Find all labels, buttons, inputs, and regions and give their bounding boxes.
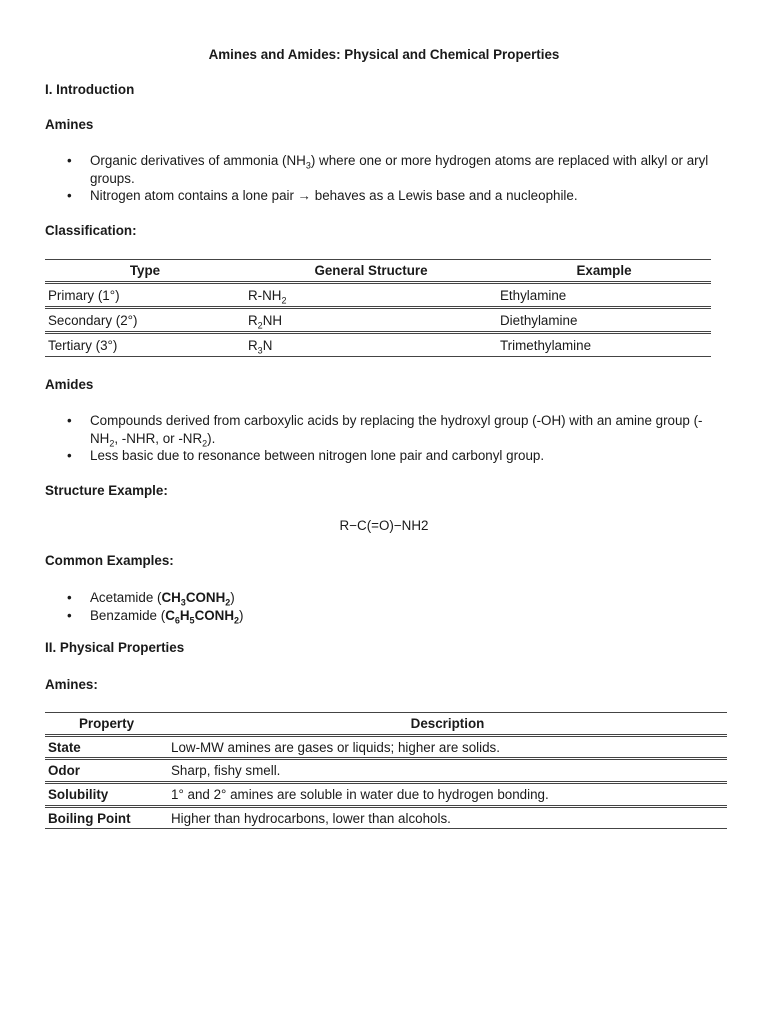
column-header-type: Type xyxy=(45,260,245,283)
table-row xyxy=(45,736,727,759)
amides-heading: Amides xyxy=(45,377,94,392)
amide-structure-formula: R−C(=O)−NH2 xyxy=(339,518,429,533)
bullet-text: Organic derivatives of ammonia (NH xyxy=(90,153,306,168)
list-item xyxy=(45,187,735,205)
cell-description: 1° and 2° amines are soluble in water due to hydrogen bonding. xyxy=(168,783,727,807)
common-examples-heading: Common Examples: xyxy=(45,553,174,568)
table-row xyxy=(45,283,711,308)
table-row xyxy=(45,308,711,333)
classification-table xyxy=(45,259,711,357)
list-item: • Acetamide $(CH_3CONH_2)$ xyxy=(45,589,735,607)
table-header-row xyxy=(45,260,711,283)
bullet-text: Nitrogen atom contains a lone pair → behaves as a Lewis base and a nucleophile. xyxy=(90,188,578,203)
amines-bullet-list xyxy=(45,152,735,205)
table-row xyxy=(45,783,727,807)
table-header-row xyxy=(45,713,727,736)
cell-structure: $R_3N$ xyxy=(245,333,497,357)
column-header-example: Example xyxy=(497,260,711,283)
column-header-general-structure: General Structure xyxy=(245,260,497,283)
cell-property: State xyxy=(45,736,168,759)
section-physical-properties-heading: II. Physical Properties xyxy=(45,640,185,655)
classification-heading: Classification: xyxy=(45,223,137,238)
cell-description: Low-MW amines are gases or liquids; higher are solids. xyxy=(168,736,727,759)
common-examples-list xyxy=(45,589,735,624)
cell-property: Solubility xyxy=(45,783,168,807)
cell-description: Higher than hydrocarbons, lower than alcohols. xyxy=(168,807,727,829)
cell-type: Tertiary (3°) xyxy=(45,333,245,357)
bullet-text: ) where one or more hydrogen atoms are replaced with alkyl or aryl groups. xyxy=(90,153,709,186)
cell-example: Diethylamine xyxy=(497,308,711,333)
structure-example-heading: Structure Example: xyxy=(45,483,168,498)
cell-example: Ethylamine xyxy=(497,283,711,308)
list-item xyxy=(45,412,715,447)
subscript: 3 xyxy=(305,160,311,171)
amides-bullet-list xyxy=(45,412,715,465)
bullet-text: ). xyxy=(207,430,216,446)
bullet-text: Less basic due to resonance between nitrogen lone pair and carbonyl group. xyxy=(90,448,545,463)
subscript: 2 xyxy=(202,438,208,449)
cell-structure: $R-NH_2$ xyxy=(245,283,497,308)
table-row xyxy=(45,807,727,829)
amines-heading: Amines xyxy=(45,117,94,132)
cell-description: Sharp, fishy smell. xyxy=(168,759,727,783)
physical-amines-heading: Amines: xyxy=(45,677,98,692)
list-item xyxy=(45,447,715,465)
list-item xyxy=(45,152,735,187)
subscript: 2 xyxy=(109,438,115,449)
table-row xyxy=(45,759,727,783)
physical-properties-table xyxy=(45,712,727,829)
cell-type: Secondary (2°) xyxy=(45,308,245,333)
document-title: Amines and Amides: Physical and Chemical Properties xyxy=(208,47,560,62)
bullet-text: , -NHR, or -NR xyxy=(114,430,203,446)
formula-benzamide: $C_6H_5CONH_2$ xyxy=(165,607,240,626)
column-header-property: Property xyxy=(45,713,168,736)
cell-structure: $R_2NH$ xyxy=(245,308,497,333)
formula-acetamide: $CH_3CONH_2$ xyxy=(161,590,231,608)
column-header-description: Description xyxy=(168,713,727,736)
list-item: • Benzamide $(C_6H_5CONH_2)$ xyxy=(45,607,735,625)
cell-property: Boiling Point xyxy=(45,807,168,829)
cell-example: Trimethylamine xyxy=(497,333,711,357)
cell-type: Primary (1°) xyxy=(45,283,245,308)
bullet-text: Compounds derived from carboxylic acids by replacing the hydroxyl group (-OH) with an amine group (-NH xyxy=(90,413,703,446)
cell-property: Odor xyxy=(45,759,168,783)
section-introduction-heading: I. Introduction xyxy=(45,82,135,97)
table-row xyxy=(45,333,711,357)
